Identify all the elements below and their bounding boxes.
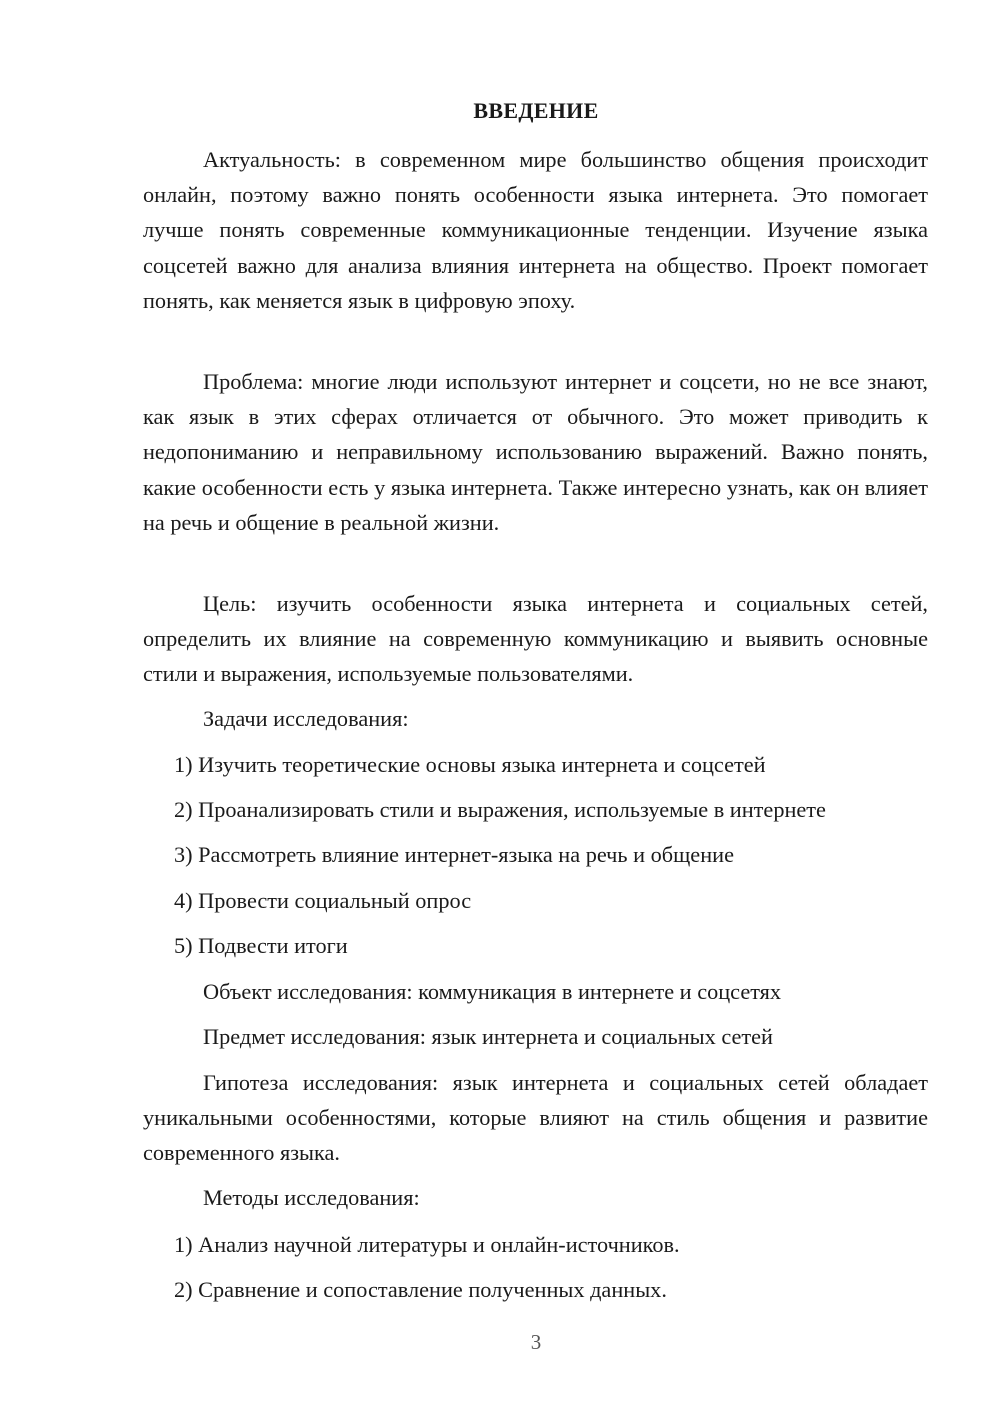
task-item-4: 4) Провести социальный опрос [174, 888, 472, 913]
research-subject: Предмет исследования: язык интернета и социальных сетей [203, 1024, 773, 1049]
tasks-heading: Задачи исследования: [203, 706, 409, 731]
task-item-2: 2) Проанализировать стили и выражения, используемые в интернете [174, 797, 826, 822]
hypothesis-paragraph: Гипотеза исследования: язык интернета и социальных сетей обладает уникальными особенностями, которые влияют на стиль общения и развитие современного языка. [143, 1070, 928, 1166]
method-item-2: 2) Сравнение и сопоставление полученных данных. [174, 1277, 667, 1302]
task-item-5: 5) Подвести итоги [174, 933, 348, 958]
task-item-3: 3) Рассмотреть влияние интернет-языка на речь и общение [174, 842, 734, 867]
methods-heading: Методы исследования: [203, 1185, 420, 1210]
page-title: ВВЕДЕНИЕ [473, 98, 599, 123]
goal-paragraph: Цель: изучить особенности языка интернета и социальных сетей, определить их влияние на современную коммуникацию и выявить основные стили и выражения, используемые пользователями. [143, 591, 928, 687]
research-object: Объект исследования: коммуникация в интернете и соцсетях [203, 979, 782, 1004]
page-number: 3 [530, 1330, 542, 1354]
relevance-paragraph: Актуальность: в современном мире большинство общения происходит онлайн, поэтому важно понять особенности языка интернета. Это помогает лучше понять современные коммуникационные тенденции. Изучение языка соцсетей важно для анализа влияния интернета на общество. Проект помогает понять, как меняется язык в цифровую эпоху. [143, 147, 928, 313]
method-item-1: 1) Анализ научной литературы и онлайн-источников. [174, 1232, 680, 1257]
problem-paragraph: Проблема: многие люди используют интернет и соцсети, но не все знают, как язык в этих сферах отличается от обычного. Это может приводить к недопониманию и неправильному использованию выражений. Важно понять, какие особенности есть у языка интернета. Также интересно узнать, как он влияет на речь и общение в реальной жизни. [143, 369, 928, 535]
task-item-1: 1) Изучить теоретические основы языка интернета и соцсетей [174, 752, 766, 777]
